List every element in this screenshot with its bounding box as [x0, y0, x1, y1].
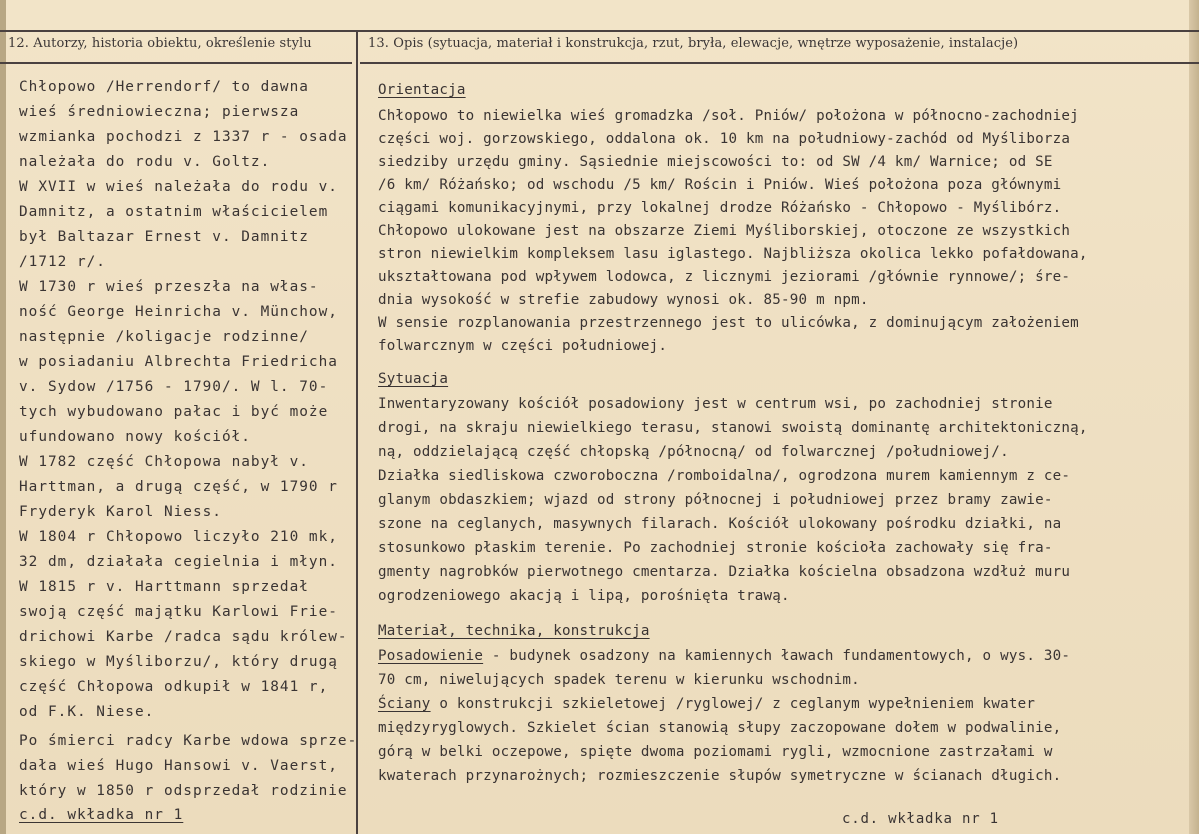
- orientacja-line: siedziby urzędu gminy. Sąsiednie miejscowości to: od SW /4 km/ Warnice; od SE: [378, 154, 1053, 170]
- history-line: Damnitz, a ostatnim właścicielem: [19, 204, 329, 220]
- sytuacja-line: ną, oddzielającą część chłopską /północną/ od folwarcznej /południowej/.: [378, 444, 1009, 460]
- posadowienie-line: [378, 648, 1070, 664]
- sytuacja-line: stosunkowo płaskim terenie. Po zachodniej stronie kościoła zachowały się fra-: [378, 540, 1053, 556]
- sytuacja-line: szone na ceglanych, masywnych filarach. Kościół ulokowany pośrodku działki, na: [378, 516, 1062, 532]
- section-title-sytuacja: Sytuacja: [378, 371, 449, 387]
- sytuacja-line: drogi, na skraju niewielkiego terasu, stanowi swoistą dominantę architektoniczną,: [378, 420, 1088, 436]
- history-line: W 1815 r v. Harttmann sprzedał: [19, 579, 309, 595]
- section-title-material: Materiał, technika, konstrukcja: [378, 623, 650, 639]
- history-line: skiego w Myśliborzu/, który drugą: [19, 654, 338, 670]
- history-line: W 1730 r wieś przeszła na włas-: [19, 279, 319, 295]
- orientacja-line: W sensie rozplanowania przestrzennego jest to ulicówka, z dominującym założeniem: [378, 315, 1079, 331]
- history-line: dała wieś Hugo Hansowi v. Vaerst,: [19, 758, 338, 774]
- section-title-orientacja: Orientacja: [378, 82, 466, 98]
- orientacja-line: stron niewielkim kompleksem lasu iglastego. Najbliższa okolica lekko pofałdowana,: [378, 246, 1088, 262]
- history-line: tych wybudowano pałac i być może: [19, 404, 329, 420]
- history-line: /1712 r/.: [19, 254, 106, 270]
- history-continuation-note: c.d. wkładka nr 1: [19, 807, 184, 823]
- history-line: W 1782 część Chłopowa nabył v.: [19, 454, 309, 470]
- sytuacja-line: gmenty nagrobków pierwotnego cmentarza. Działka kościelna obsadzona wzdłuż muru: [378, 564, 1071, 580]
- history-line: od F.K. Niese.: [19, 704, 155, 720]
- history-line: w posiadaniu Albrechta Friedricha: [19, 354, 338, 370]
- history-line: W XVII w wieś należała do rodu v.: [19, 179, 338, 195]
- paper-edge-left: [0, 0, 6, 834]
- posadowienie-line-2: 70 cm, niwelujących spadek terenu w kierunku wschodnim.: [378, 672, 860, 688]
- paper-edge-right: [1189, 0, 1199, 834]
- history-line: Fryderyk Karol Niess.: [19, 504, 222, 520]
- frame-top-rule: [0, 30, 1199, 32]
- sytuacja-line: Działka siedliskowa czworoboczna /romboidalna/, ogrodzona murem kamiennym z ce-: [378, 468, 1071, 484]
- history-line: Chłopowo /Herrendorf/ to dawna: [19, 79, 309, 95]
- posadowienie-label: Posadowienie: [378, 648, 484, 664]
- history-line: ność George Heinricha v. Münchow,: [19, 304, 338, 320]
- orientacja-line: /6 km/ Różańsko; od wschodu /5 km/ Rościn i Pniów. Wieś położona poza głównymi: [378, 177, 1062, 193]
- sciany-text: o konstrukcji szkieletowej /ryglowej/ z ceglanym wypełnieniem kwater: [430, 696, 1036, 712]
- history-line: wzmianka pochodzi z 1337 r - osada: [19, 129, 348, 145]
- history-line: 32 dm, działała cegielnia i młyn.: [19, 554, 338, 570]
- history-line: część Chłopowa odkupił w 1841 r,: [19, 679, 329, 695]
- history-line: Po śmierci radcy Karbe wdowa sprze-: [19, 733, 358, 749]
- sytuacja-line: glanym obdaszkiem; wjazd od strony północnej i południowej przez bramy zawie-: [378, 492, 1053, 508]
- history-line: należała do rodu v. Goltz.: [19, 154, 271, 170]
- left-header-rule: [0, 62, 352, 64]
- history-line: który w 1850 r odsprzedał rodzinie: [19, 783, 348, 799]
- orientacja-line: folwarcznym w części południowej.: [378, 338, 668, 354]
- sciany-line: górą w belki oczepowe, spięte dwoma poziomami rygli, wzmocnione zastrzałami w: [378, 744, 1053, 760]
- description-continuation-note: c.d. wkładka nr 1: [842, 811, 999, 827]
- left-column-header: 12. Autorzy, historia obiektu, określenie stylu: [8, 36, 312, 51]
- posadowienie-text: - budynek osadzony na kamiennych ławach fundamentowych, o wys. 30-: [483, 648, 1071, 664]
- sciany-line: kwaterach przynarożnych; rozmieszczenie słupów symetryczne w ścianach długich.: [378, 768, 1062, 784]
- sytuacja-line: ogrodzeniowego akacją i lipą, porośnięta trawą.: [378, 588, 790, 604]
- history-line: v. Sydow /1756 - 1790/. W l. 70-: [19, 379, 329, 395]
- column-divider: [356, 30, 358, 834]
- history-line: W 1804 r Chłopowo liczyło 210 mk,: [19, 529, 338, 545]
- right-column-header: 13. Opis (sytuacja, materiał i konstrukcja, rzut, bryła, elewacje, wnętrze wyposażenie, instalacje): [368, 36, 1019, 51]
- history-line: był Baltazar Ernest v. Damnitz: [19, 229, 309, 245]
- orientacja-line: Chłopowo ulokowane jest na obszarze Ziemi Myśliborskiej, otoczone ze wszystkich: [378, 223, 1071, 239]
- sciany-label: Ściany: [378, 696, 431, 712]
- sciany-line: międzyryglowych. Szkielet ścian stanowią słupy zaczopowane dołem w podwalinie,: [378, 720, 1062, 736]
- right-header-rule: [360, 62, 1199, 64]
- history-line: Harttman, a drugą część, w 1790 r: [19, 479, 338, 495]
- orientacja-line: Chłopowo to niewielka wieś gromadzka /soł. Pniów/ położona w północno-zachodniej: [378, 108, 1079, 124]
- orientacja-line: dnia wysokość w strefie zabudowy wynosi ok. 85-90 m npm.: [378, 292, 869, 308]
- sytuacja-line: Inwentaryzowany kościół posadowiony jest w centrum wsi, po zachodniej stronie: [378, 396, 1053, 412]
- history-line: swoją część majątku Karlowi Frie-: [19, 604, 338, 620]
- sciany-line: [378, 696, 1035, 712]
- history-line: drichowi Karbe /radca sądu królew-: [19, 629, 348, 645]
- orientacja-line: części woj. gorzowskiego, oddalona ok. 10 km na południowy-zachód od Myśliborza: [378, 131, 1071, 147]
- history-line: następnie /koligacje rodzinne/: [19, 329, 309, 345]
- history-line: wieś średniowieczna; pierwsza: [19, 104, 300, 120]
- history-line: ufundowano nowy kościół.: [19, 429, 251, 445]
- orientacja-line: ciągami komunikacyjnymi, przy lokalnej drodze Różańsko - Chłopowo - Myślibórz.: [378, 200, 1062, 216]
- orientacja-line: ukształtowana pod wpływem lodowca, z licznymi jeziorami /głównie rynnowe/; śre-: [378, 269, 1071, 285]
